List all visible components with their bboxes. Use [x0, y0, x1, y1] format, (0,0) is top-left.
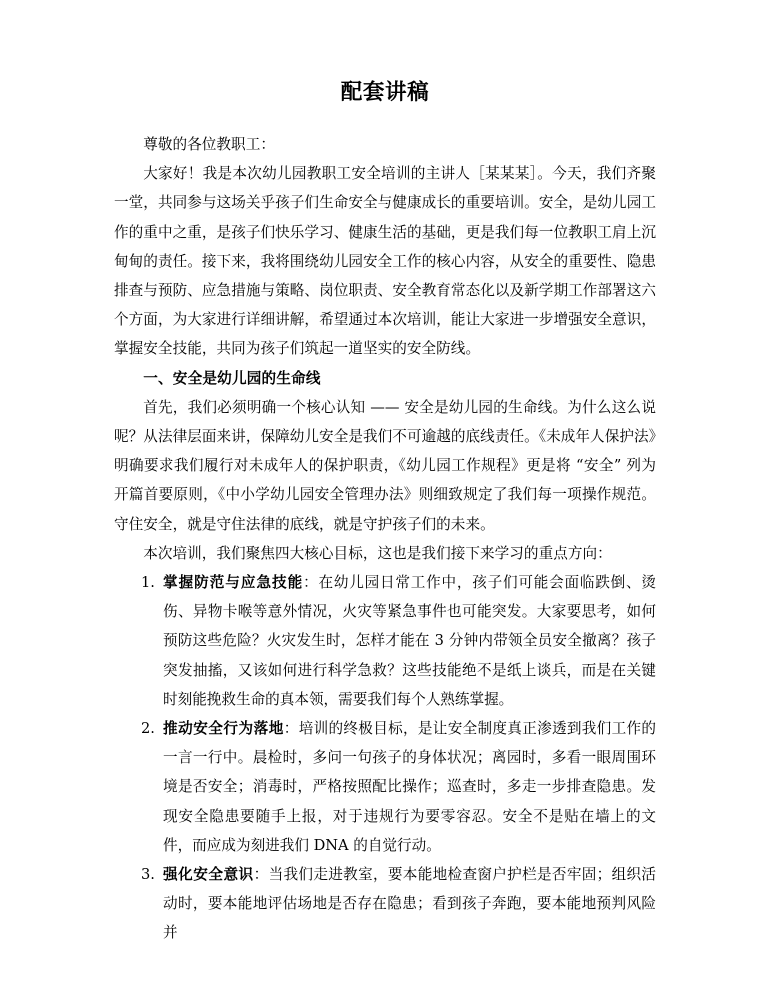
list-item: [114, 860, 656, 948]
list-item-title: 强化安全意识: [163, 866, 254, 884]
list-item: [114, 568, 656, 714]
list-item-title: 推动安全行为落地: [163, 720, 284, 738]
section-heading-one: 一、安全是幼儿园的生命线: [143, 369, 321, 387]
list-item-body: 当我们走进教室，要本能地检查窗户护栏是否牢固；组织活动时，要本能地评估场地是否存在隐患；看到孩子奔跑，要本能地预判风险并: [163, 866, 656, 942]
document-content: [114, 0, 656, 948]
objectives-lead-paragraph: 本次培训，我们聚焦四大核心目标，这也是我们接下来学习的重点方向：: [143, 544, 612, 562]
section-body-paragraph: 首先，我们必须明确一个核心认知 —— 安全是幼儿园的生命线。为什么这么说呢？从法律层面来讲，保障幼儿安全是我们不可逾越的底线责任。《未成年人保护法》明确要求我们履行对未成年人的保护职责，《幼儿园工作规程》更是将 “安全” 列为开篇首要原则，《中小学幼儿园安全管理办法》则细致规定了我们每一项操作规范。守住安全，就是守住法律的底线，就是守护孩子们的未来。: [114, 398, 656, 533]
list-item-number: 2.: [141, 720, 155, 738]
objectives-list: [114, 568, 656, 948]
list-item-colon: ：: [283, 720, 299, 738]
list-item: [114, 714, 656, 860]
list-item-body: 培训的终极目标，是让安全制度真正渗透到我们工作的一言一行中。晨检时，多问一句孩子的身体状况；离园时，多看一眼周围环境是否安全；消毒时，严格按照配比操作；巡查时，多走一步排查隐患。发现安全隐患要随手上报，对于违规行为要零容忍。安全不是贴在墙上的文件，而应成为刻进我们 DNA 的自觉行动。: [163, 720, 656, 854]
intro-paragraph: 大家好！我是本次幼儿园教职工安全培训的主讲人［某某某］。今天，我们齐聚一堂，共同参与这场关乎孩子们生命安全与健康成长的重要培训。安全，是幼儿园工作的重中之重，是孩子们快乐学习、健康生活的基础，更是我们每一位教职工肩上沉甸甸的责任。接下来，我将围绕幼儿园安全工作的核心内容，从安全的重要性、隐患排查与预防、应急措施与策略、岗位职责、安全教育常态化以及新学期工作部署这六个方面，为大家进行详细讲解，希望通过本次培训，能让大家进一步增强安全意识，掌握安全技能，共同为孩子们筑起一道坚实的安全防线。: [114, 165, 656, 358]
list-item-number: 1.: [141, 574, 155, 592]
list-item-title: 掌握防范与应急技能: [163, 574, 304, 592]
salutation-paragraph: 尊敬的各位教职工：: [143, 136, 275, 153]
page-title: 配套讲稿: [340, 80, 430, 105]
list-item-number: 3.: [141, 866, 155, 884]
list-item-body: 在幼儿园日常工作中，孩子们可能会面临跌倒、烫伤、异物卡喉等意外情况，火灾等紧急事件也可能突发。大家要思考，如何预防这些危险？火灾发生时，怎样才能在 3 分钟内带领全员安全撤离？孩子突发抽搐，又该如何进行科学急救？这些技能绝不是纸上谈兵，而是在关键时刻能挽救生命的真本领，需要我们每个人熟练掌握。: [163, 574, 656, 708]
title-spacer: [114, 108, 656, 130]
list-item-colon: ：: [303, 574, 319, 592]
list-item-colon: ：: [253, 866, 269, 884]
